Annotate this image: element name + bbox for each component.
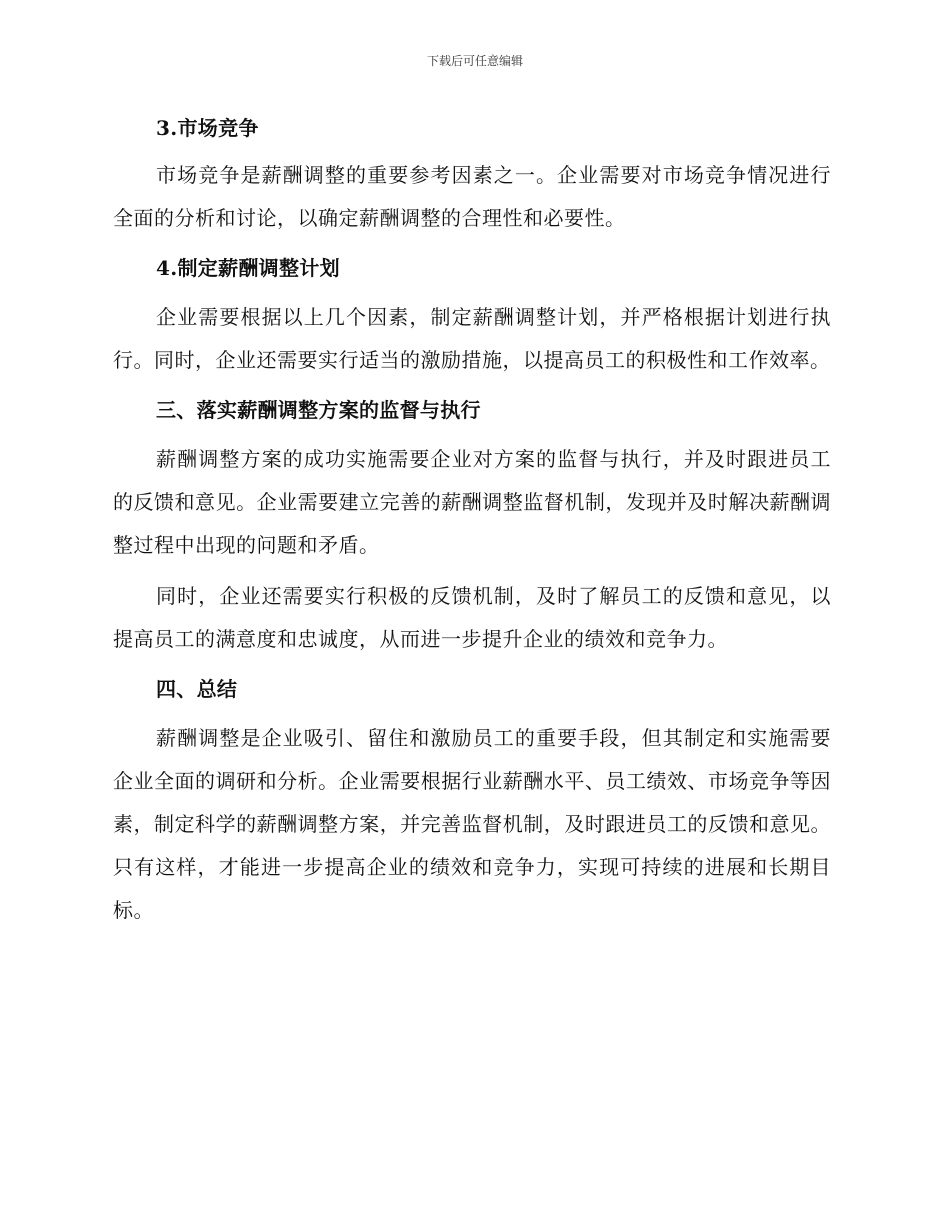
section-heading-salary-plan: 4.制定薪酬调整计划 [156, 256, 340, 280]
section-heading-summary: 四、总结 [156, 677, 238, 701]
section-heading-market-competition: 3.市场竞争 [156, 116, 259, 140]
paragraph-summary: 薪酬调整是企业吸引、留住和激励员工的重要手段，但其制定和实施需要企业全面的调研和分析。企业需要根据行业薪酬水平、员工绩效、市场竞争等因素，制定科学的薪酬调整方案，并完善监督机制，及时跟进员工的反馈和意见。只有这样，才能进一步提高企业的绩效和竞争力，实现可持续的进展和长期目标。 [113, 726, 831, 922]
paragraph-feedback: 同时，企业还需要实行积极的反馈机制，及时了解员工的反馈和意见，以提高员工的满意度和忠诚度，从而进一步提升企业的绩效和竞争力。 [113, 584, 831, 651]
paragraph-salary-plan: 企业需要根据以上几个因素，制定薪酬调整计划，并严格根据计划进行执行。同时，企业还需要实行适当的激励措施，以提高员工的积极性和工作效率。 [113, 305, 831, 372]
section-heading-supervision: 三、落实薪酬调整方案的监督与执行 [156, 398, 481, 422]
document-body [113, 108, 831, 932]
paragraph-market-competition: 市场竞争是薪酬调整的重要参考因素之一。企业需要对市场竞争情况进行全面的分析和讨论，以确定薪酬调整的合理性和必要性。 [113, 163, 831, 230]
page-header: 下载后可任意编辑 [426, 54, 523, 68]
paragraph-supervision: 薪酬调整方案的成功实施需要企业对方案的监督与执行，并及时跟进员工的反馈和意见。企业需要建立完善的薪酬调整监督机制，发现并及时解决薪酬调整过程中出现的问题和矛盾。 [113, 447, 831, 557]
